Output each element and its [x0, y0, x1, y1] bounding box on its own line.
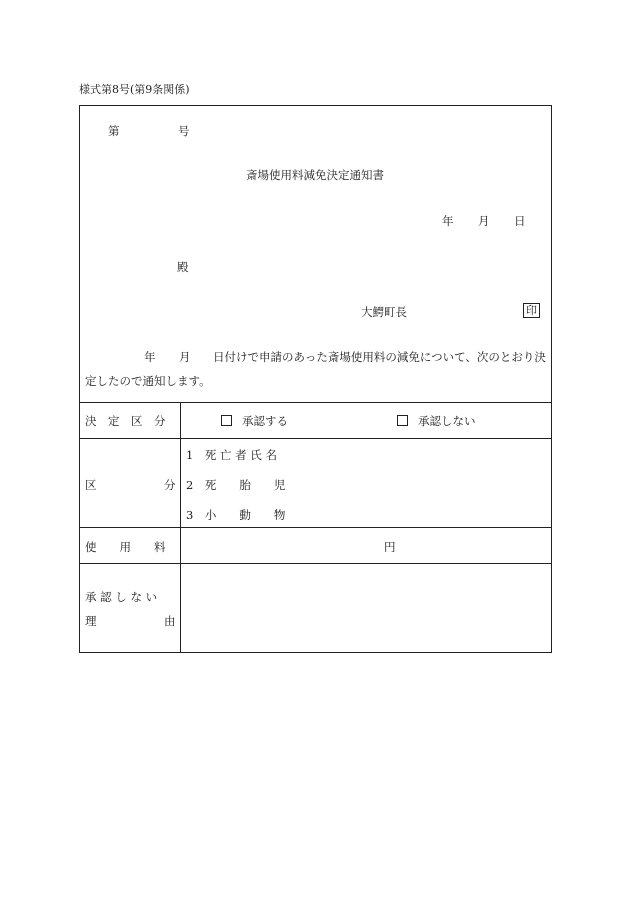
category-item: 3 小 動 物 — [186, 508, 286, 522]
doc-number-suffix: 号 — [178, 124, 190, 138]
row-divider — [80, 402, 551, 403]
reason-label-left: 理 — [85, 614, 97, 628]
approve-option[interactable] — [221, 413, 288, 429]
reject-checkbox[interactable] — [397, 415, 408, 426]
body-text-line1: 日付けで申請のあった斎場使用料の減免について、次のとおり決 — [213, 350, 546, 364]
issuer-seal — [523, 303, 540, 318]
category-label-right: 分 — [164, 478, 176, 492]
category-label-left: 区 — [85, 478, 97, 492]
reject-option-label: 承認しない — [418, 414, 476, 428]
body-text-line2: 定したので通知します。 — [85, 374, 211, 388]
reject-option[interactable] — [397, 413, 476, 429]
document-title: 斎場使用料減免決定通知書 — [246, 168, 384, 182]
body-year: 年 — [144, 350, 156, 364]
decision-label: 決 定 区 分 — [85, 414, 166, 428]
form-label: 様式第8号(第9条関係) — [79, 83, 190, 96]
approve-checkbox[interactable] — [221, 415, 232, 426]
reason-label-line1: 承 認 し な い — [85, 590, 158, 604]
fee-unit: 円 — [384, 540, 396, 554]
category-item: 2 死 胎 児 — [186, 478, 286, 492]
fee-label: 使 用 料 — [85, 540, 166, 554]
reason-label-right: 由 — [164, 614, 176, 628]
row-divider — [80, 563, 551, 564]
approve-option-label: 承認する — [242, 414, 288, 428]
body-month: 月 — [179, 350, 191, 364]
column-divider — [180, 402, 181, 652]
category-item: 1 死 亡 者 氏 名 — [186, 448, 277, 462]
seal-mark: 印 — [523, 303, 540, 318]
doc-number-prefix: 第 — [108, 124, 120, 138]
row-divider — [80, 527, 551, 528]
date-month: 月 — [478, 214, 490, 228]
row-divider — [80, 438, 551, 439]
date-day: 日 — [514, 214, 526, 228]
issuer-name: 大鰐町長 — [361, 305, 407, 319]
date-year: 年 — [442, 214, 454, 228]
addressee-suffix: 殿 — [177, 260, 189, 274]
notice-form-frame — [79, 105, 552, 653]
